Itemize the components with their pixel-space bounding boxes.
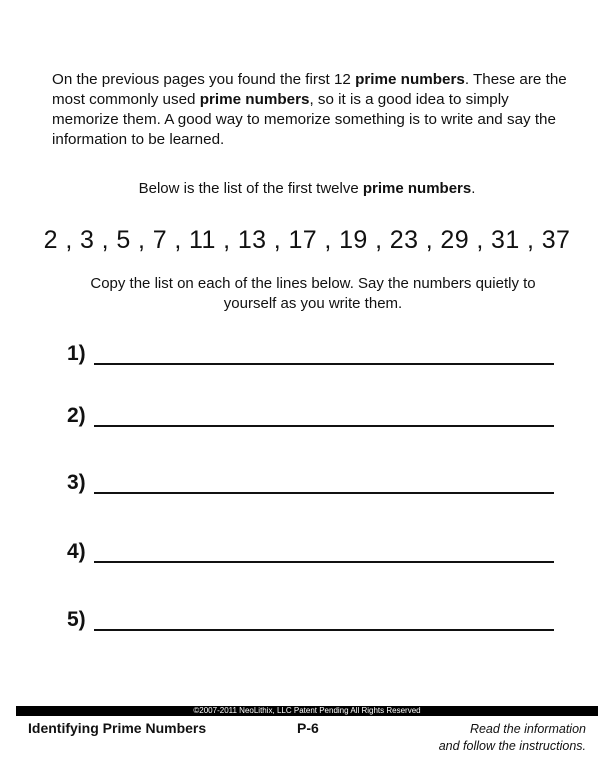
copyright-bar: ©2007-2011 NeoLithix, LLC Patent Pending All Rights Reserved [16,706,598,716]
list-intro [0,180,614,197]
page-number: P-6 [297,720,319,736]
intro-text-1: On the previous pages you found the first 12 [52,71,356,88]
writing-line-5[interactable] [67,604,557,634]
copy-instruction: Copy the list on each of the lines below. Say the numbers quietly to yourself as you write them. [90,275,536,312]
footer-instruction-line-2: and follow the instructions. [438,739,586,753]
line-number: 5) [67,608,86,631]
footer-instruction-line-1: Read the information [469,722,586,736]
prime-numbers-list: 2 , 3 , 5 , 7 , 11 , 13 , 17 , 19 , 23 , 29 , 31 , 37 [43,226,571,254]
footer-instruction [386,721,586,755]
intro-bold-1: prime numbers [355,71,465,88]
intro-text-2: . These are the most commonly used [52,71,567,108]
answer-line[interactable] [94,561,554,563]
line-number: 4) [67,540,86,563]
writing-line-3[interactable] [67,467,557,497]
intro-bold-2: prime numbers [199,91,310,108]
list-intro-bold: prime numbers [362,180,472,197]
writing-line-1[interactable] [67,338,557,368]
answer-line[interactable] [94,492,554,494]
footer-title: Identifying Prime Numbers [28,720,207,736]
line-number: 2) [67,404,86,427]
writing-line-4[interactable] [67,536,557,566]
writing-line-2[interactable] [67,400,557,430]
answer-line[interactable] [94,425,554,427]
intro-text-3: , so it is a good idea to simply memorize them. A good way to memorize something is to write and say the information to be learned. [52,91,556,148]
line-number: 3) [67,471,86,494]
list-intro-period: . [471,180,476,197]
intro-paragraph [52,70,572,150]
list-intro-text: Below is the list of the first twelve [138,180,363,197]
answer-line[interactable] [94,363,554,365]
answer-line[interactable] [94,629,554,631]
line-number: 1) [67,342,86,365]
